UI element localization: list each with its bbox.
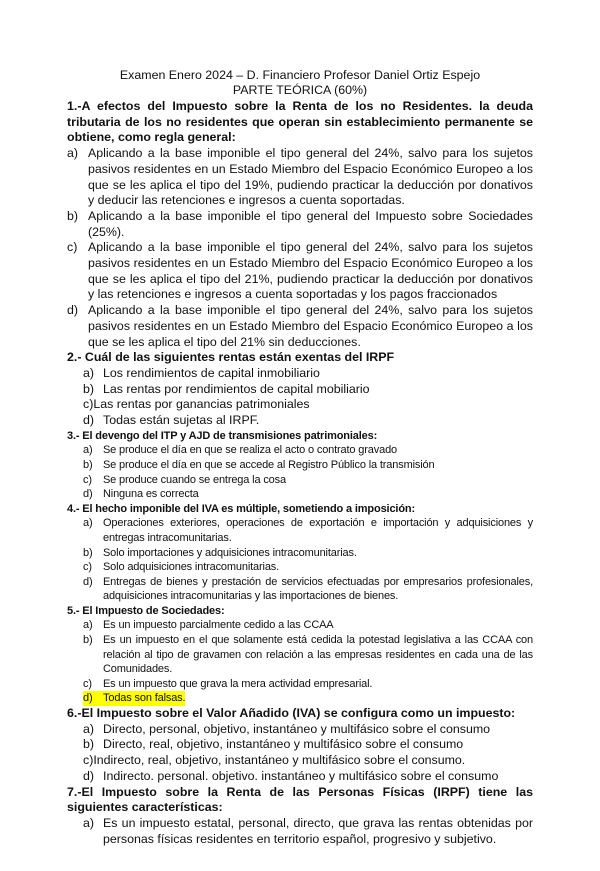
question-text: 6.-El Impuesto sobre el Valor Añadido (IVA) se configura como un impuesto: <box>67 706 516 721</box>
option-text: Entregas de bienes y prestación de servicios efectuadas por empresarios profesionales, adquisiciones intracomunitarias y las importaciones de bienes. <box>103 575 533 603</box>
option-label: a) <box>83 721 95 736</box>
option-label: c) <box>83 473 92 486</box>
option-c <box>67 677 533 692</box>
option-label: b) <box>83 458 93 471</box>
option-a <box>67 816 533 847</box>
option-text: Solo adquisiciones intracomunitarias. <box>103 561 280 574</box>
option-label: d) <box>83 692 93 705</box>
option-text: Se produce cuando se entrega la cosa <box>103 473 286 486</box>
option-text: Aplicando a la base imponible el tipo general del 24%, salvo para los sujetos pasivos residentes en un Estado Miembro del Espacio Económico Europeo a los que se les aplica el tipo del 19%, pudiendo practicar la deducción por donativos y deducir las retenciones e ingresos a cuenta soportadas. <box>88 146 533 208</box>
option-text: Se produce el día en que se accede al Registro Público la transmisión <box>103 458 435 471</box>
option-a <box>67 146 533 209</box>
option-c <box>67 753 533 769</box>
option-text: Es un impuesto que grava la mera actividad empresarial. <box>103 677 373 690</box>
option-text: Es un impuesto en el que solamente está cedida la potestad legislativa a las CCAA con relación al tipo de gravamen con relación a las empresas residentes en cada una de las Comunidades. <box>103 634 533 676</box>
option-text: Aplicando a la base imponible el tipo general del 24%, salvo para los sujetos pasivos residentes en un Estado Miembro del Espacio Económico Europeo a los que se les aplica el tipo del 21%, pudiendo practicar la deducción por donativos y las retenciones e ingresos a cuenta soportadas y los pagos fraccionados <box>88 240 533 302</box>
option-label: a) <box>67 146 79 161</box>
question-text: 7.-El Impuesto sobre la Renta de las Personas Físicas (IRPF) tiene las siguientes características: <box>67 784 533 815</box>
option-label: b) <box>83 634 93 647</box>
question-text: 3.- El devengo del ITP y AJD de transmisiones patrimoniales: <box>67 429 378 442</box>
question-2 <box>67 350 533 429</box>
option-text: Las rentas por ganancias patrimoniales <box>93 397 310 412</box>
option-text: Todas son falsas. <box>103 692 186 705</box>
option-label: a) <box>83 619 93 632</box>
option-d <box>67 303 533 350</box>
option-label: d) <box>83 413 95 428</box>
option-label: c) <box>83 753 94 768</box>
question-5 <box>67 604 533 706</box>
option-label: c) <box>83 677 92 690</box>
option-c <box>67 560 533 575</box>
option-label: c) <box>83 397 94 412</box>
question-7 <box>67 785 533 848</box>
option-a <box>67 618 533 633</box>
question-text: 1.-A efectos del Impuesto sobre la Renta de los no Residentes. la deuda tributaria de los no residentes que operan sin establecimiento permanente se obtiene, como regla general: <box>67 99 533 145</box>
question-text: 2.- Cuál de las siguientes rentas están exentas del IRPF <box>67 350 395 365</box>
question-6 <box>67 706 533 785</box>
option-text: Aplicando a la base imponible el tipo general del Impuesto sobre Sociedades (25%). <box>88 208 533 239</box>
option-c <box>67 473 533 488</box>
option-text: Los rendimientos de capital inmobiliario <box>103 365 320 380</box>
option-text: Solo importaciones y adquisiciones intracomunitarias. <box>103 546 357 559</box>
option-b <box>67 209 533 240</box>
option-text: Se produce el día en que se realiza el acto o contrato gravado <box>103 444 398 457</box>
question-1 <box>67 99 533 350</box>
option-text: Todas están sujetas al IRPF. <box>103 413 260 428</box>
option-d <box>67 769 533 785</box>
option-label: d) <box>67 303 79 318</box>
option-text: Directo, real, objetivo, instantáneo y multifásico sobre el consumo <box>103 737 464 752</box>
option-label: a) <box>83 517 93 530</box>
option-b <box>67 382 533 398</box>
option-a <box>67 366 533 382</box>
option-label: d) <box>83 768 95 783</box>
option-c <box>67 397 533 413</box>
exam-title: Examen Enero 2024 – D. Financiero Profesor Daniel Ortiz Espejo <box>119 68 481 82</box>
option-label: b) <box>83 546 93 559</box>
option-text: Indirecto. personal. objetivo. instantáneo y multifásico sobre el consumo <box>103 768 499 783</box>
question-4 <box>67 502 533 604</box>
option-label: d) <box>83 575 93 588</box>
question-3 <box>67 429 533 502</box>
option-label: d) <box>83 488 93 501</box>
question-text: 5.- El Impuesto de Sociedades: <box>67 604 225 617</box>
option-label: a) <box>83 444 93 457</box>
option-label: b) <box>67 208 79 223</box>
option-label: c) <box>67 240 78 255</box>
option-label: b) <box>83 737 95 752</box>
exam-subtitle: PARTE TEÓRICA (60%) <box>232 83 368 97</box>
option-label: a) <box>83 365 95 380</box>
option-label: c) <box>83 561 92 574</box>
option-d <box>67 575 533 604</box>
option-text: Aplicando a la base imponible el tipo general del 24%, salvo para los sujetos pasivos residentes en un Estado Miembro del Espacio Económico Europeo a los que se les aplica el tipo del 21% sin deducciones. <box>88 303 533 349</box>
option-label: a) <box>83 815 95 830</box>
option-text: Indirecto, real, objetivo, instantáneo y multifásico sobre el consumo. <box>93 753 466 768</box>
option-b <box>67 633 533 677</box>
question-text: 4.- El hecho imponible del IVA es múltiple, sometiendo a imposición: <box>67 502 415 515</box>
option-a <box>67 443 533 458</box>
option-d-highlighted <box>67 691 533 706</box>
option-label: b) <box>83 381 95 396</box>
option-text: Las rentas por rendimientos de capital mobiliario <box>103 381 370 396</box>
option-d <box>67 413 533 429</box>
option-text: Operaciones exteriores, operaciones de exportación e importación y adquisiciones y entregas intracomunitarias. <box>103 517 533 544</box>
option-text: Directo, personal, objetivo, instantáneo y multifásico sobre el consumo <box>103 721 491 736</box>
option-text: Es un impuesto parcialmente cedido a las CCAA <box>103 619 334 632</box>
option-b <box>67 737 533 753</box>
option-c <box>67 240 533 303</box>
option-b <box>67 458 533 473</box>
option-b <box>67 546 533 561</box>
option-d <box>67 487 533 502</box>
option-a <box>67 722 533 738</box>
option-text: Es un impuesto estatal, personal, directo, que grava las rentas obtenidas por personas físicas residentes en territorio español, progresivo y subjetivo. <box>103 815 533 846</box>
option-text: Ninguna es correcta <box>103 488 199 501</box>
option-a <box>67 516 533 545</box>
